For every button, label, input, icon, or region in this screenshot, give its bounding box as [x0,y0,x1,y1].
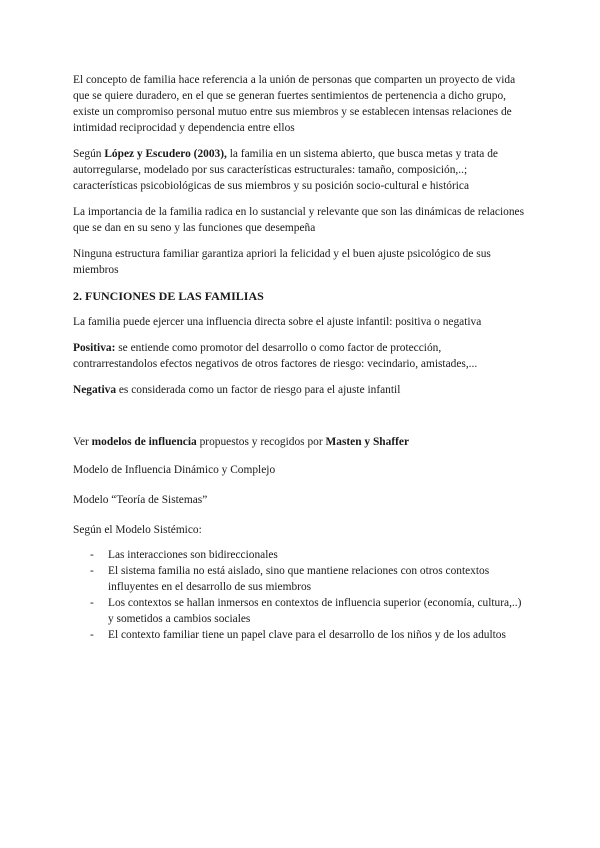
paragraph-importance: La importancia de la familia radica en lo sustancial y relevante que son las dinámicas de relaciones que se dan en su seno y las funciones que desempeña [73,206,525,234]
section-heading-functions: 2. FUNCIONES DE LAS FAMILIAS [73,289,264,303]
list-item-text: El contexto familiar tiene un papel clave para el desarrollo de los niños y de los adultos [108,629,506,641]
paragraph-prefix: Según [73,148,105,160]
see-prefix: Ver [73,436,92,448]
paragraph-positive [73,340,528,372]
paragraph-systemic-intro: Según el Modelo Sistémico: [73,524,202,536]
dash-bullet: - [90,597,94,609]
label-negative: Negativa [73,384,117,396]
label-positive: Positiva: [73,342,116,354]
citation-lopez-escudero: López y Escudero (2003), [104,148,227,160]
see-middle: propuestos y recogidos por [196,436,326,448]
paragraph-lopez-escudero [73,146,528,194]
list-item [73,563,528,595]
paragraph-no-structure: Ninguna estructura familiar garantiza apriori la felicidad y el buen ajuste psicológico de sus miembros [73,248,491,276]
models-of-influence: modelos de influencia [91,436,197,448]
list-item-text: Los contextos se hallan inmersos en contextos de influencia superior (economía, cultura,..) y sometidos a cambios sociales [108,597,522,625]
paragraph-negative [73,382,528,398]
dash-bullet: - [90,629,94,641]
dash-bullet: - [90,565,94,577]
systemic-model-list [73,547,528,643]
list-item [73,627,528,643]
dash-bullet: - [90,549,94,561]
negative-text: es considerada como un factor de riesgo para el ajuste infantil [116,384,401,396]
list-item [73,547,528,563]
list-item-text: El sistema familia no está aislado, sino que mantiene relaciones con otros contextos influyentes en el desarrollo de sus miembros [108,565,490,593]
positive-text: se entiende como promotor del desarrollo o como factor de protección, contrarrestandolos efectos negativos de otros factores de riesgo: vecindario, amistades,... [73,342,478,370]
paragraph-model-dynamic: Modelo de Influencia Dinámico y Complejo [73,464,276,476]
paragraph-text: la familia en un sistema abierto, que busca metas y trata de autorregularse, modelado por sus características estructurales: tamaño, composición,..; características psicobiológicas de sus miembros y su posición socio-cultural e histórica [73,148,498,192]
spacer [73,408,528,434]
list-item [73,595,528,627]
document-body [73,72,528,643]
paragraph-influence-intro: La familia puede ejercer una influencia directa sobre el ajuste infantil: positiva o negativa [73,316,482,328]
paragraph-see-models [73,434,528,450]
list-item-text: Las interacciones son bidireccionales [108,549,278,561]
paragraph-model-systems: Modelo “Teoría de Sistemas” [73,494,208,506]
authors-masten-shaffer: Masten y Shaffer [325,436,410,448]
paragraph-family-concept: El concepto de familia hace referencia a la unión de personas que comparten un proyecto de vida que se quiere duradero, en el que se generan fuertes sentimientos de pertenencia a dicho grupo, existe un compromiso personal mutuo entre sus miembros y se establecen intensas relaciones de intimidad reciprocidad y dependencia entre ellos [73,74,516,134]
